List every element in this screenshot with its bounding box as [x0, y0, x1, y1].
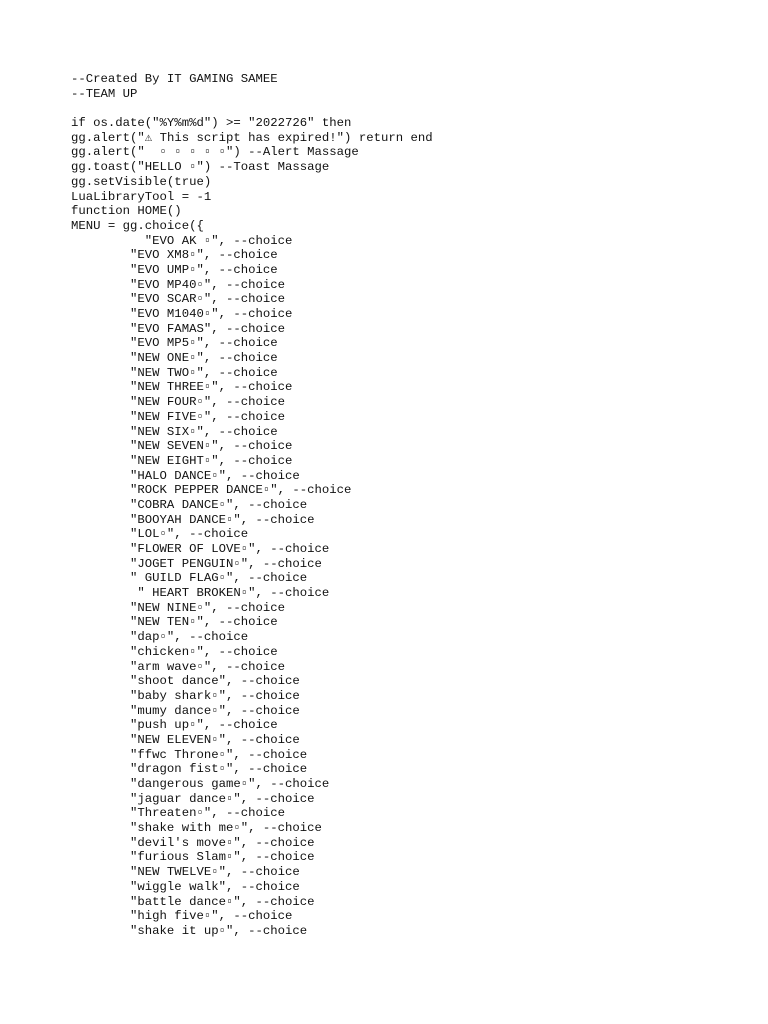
code-line: "high five▫", --choice: [71, 909, 293, 924]
code-line: "EVO FAMAS", --choice: [71, 321, 286, 336]
code-line: "battle dance▫", --choice: [71, 894, 315, 909]
code-line: "jaguar dance▫", --choice: [71, 791, 315, 806]
code-line: "mumy dance▫", --choice: [71, 703, 300, 718]
code-line: "NEW THREE▫", --choice: [71, 380, 293, 395]
code-line: "shake with me▫", --choice: [71, 821, 322, 836]
code-line: "EVO MP40▫", --choice: [71, 277, 286, 292]
code-line: "ffwc Throne▫", --choice: [71, 747, 308, 762]
code-line: "NEW TWO▫", --choice: [71, 365, 278, 380]
code-line: "LOL▫", --choice: [71, 527, 249, 542]
code-body: [71, 116, 751, 939]
code-line: "shoot dance", --choice: [71, 674, 300, 689]
code-line: "shake it up▫", --choice: [71, 923, 308, 938]
code-line: "devil's move▫", --choice: [71, 835, 315, 850]
code-line: "dangerous game▫", --choice: [71, 777, 330, 791]
code-line: "NEW SIX▫", --choice: [71, 424, 278, 439]
code-line: gg.setVisible(true): [71, 174, 212, 189]
code-line: "Threaten▫", --choice: [71, 806, 286, 821]
code-line: "furious Slam▫", --choice: [71, 850, 315, 865]
comment-line: --Created By IT GAMING SAMEE: [71, 72, 278, 86]
code-line: "HALO DANCE▫", --choice: [71, 468, 300, 483]
code-line: "NEW FIVE▫", --choice: [71, 409, 286, 424]
code-line: "EVO AK ▫", --choice: [71, 233, 293, 248]
code-line: "push up▫", --choice: [71, 718, 278, 733]
code-line: "NEW TWELVE▫", --choice: [71, 865, 300, 880]
code-line: "JOGET PENGUIN▫", --choice: [71, 556, 322, 571]
code-line: MENU = gg.choice({: [71, 218, 204, 233]
code-line: "dap▫", --choice: [71, 630, 249, 645]
code-line: " GUILD FLAG▫", --choice: [71, 571, 308, 586]
code-line: gg.alert("⚠ This script has expired!") return end: [71, 130, 433, 145]
code-line: "BOOYAH DANCE▫", --choice: [71, 512, 315, 527]
code-line: "NEW FOUR▫", --choice: [71, 395, 286, 410]
code-line: "NEW EIGHT▫", --choice: [71, 453, 293, 468]
code-line: "NEW NINE▫", --choice: [71, 600, 286, 615]
code-line: "NEW SEVEN▫", --choice: [71, 439, 293, 454]
comment-line: --TEAM UP: [71, 86, 138, 101]
code-line: "arm wave▫", --choice: [71, 659, 286, 674]
code-line: "EVO XM8▫", --choice: [71, 248, 278, 263]
code-line: "ROCK PEPPER DANCE▫", --choice: [71, 483, 352, 498]
code-line: gg.alert(" ▫ ▫ ▫ ▫ ▫") --Alert Massage: [71, 145, 359, 160]
code-line: "COBRA DANCE▫", --choice: [71, 497, 308, 512]
code-line: "chicken▫", --choice: [71, 644, 278, 659]
code-line: "NEW TEN▫", --choice: [71, 615, 278, 630]
code-line: "FLOWER OF LOVE▫", --choice: [71, 542, 330, 556]
code-line: " HEART BROKEN▫", --choice: [71, 586, 330, 601]
code-line: "EVO MP5▫", --choice: [71, 336, 278, 351]
code-line: "dragon fist▫", --choice: [71, 762, 308, 777]
code-line: "wiggle walk", --choice: [71, 879, 300, 894]
code-line: if os.date("%Y%m%d") >= "2022726" then: [71, 116, 352, 131]
header-comments: [71, 72, 751, 101]
code-line: LuaLibraryTool = -1: [71, 189, 212, 204]
code-document: [71, 72, 751, 939]
code-line: "EVO M1040▫", --choice: [71, 307, 293, 321]
code-line: "baby shark▫", --choice: [71, 688, 300, 703]
code-line: "EVO SCAR▫", --choice: [71, 292, 286, 307]
code-line: "NEW ONE▫", --choice: [71, 351, 278, 366]
code-line: gg.toast("HELLO ▫") --Toast Massage: [71, 160, 330, 175]
code-line: "EVO UMP▫", --choice: [71, 262, 278, 277]
code-line: "NEW ELEVEN▫", --choice: [71, 732, 300, 747]
code-line: function HOME(): [71, 204, 182, 219]
blank-line: [71, 101, 751, 116]
